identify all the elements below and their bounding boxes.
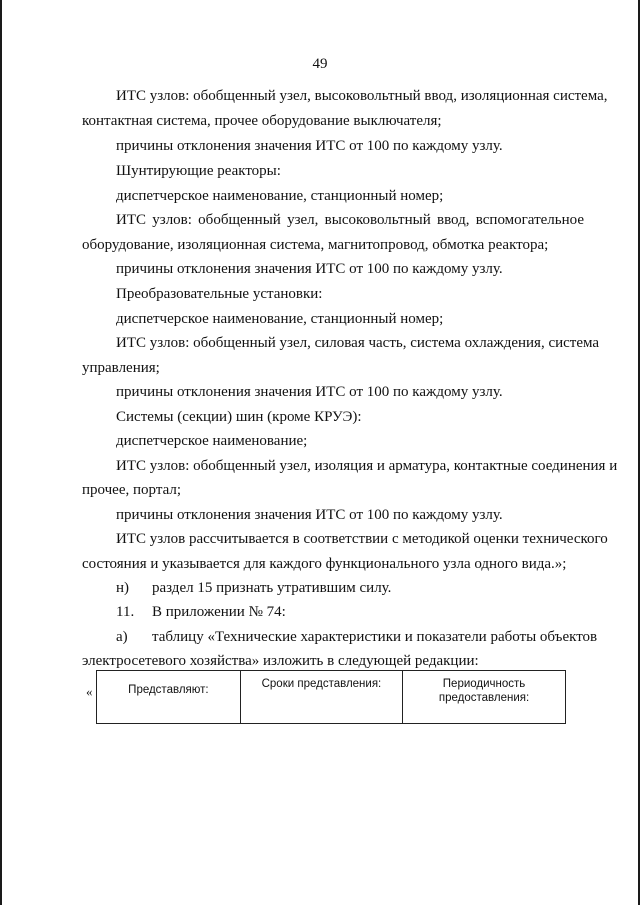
list-item-text: таблицу «Технические характеристики и показатели работы объектов (152, 629, 598, 645)
scan-border-left (0, 0, 2, 905)
paragraph-line: ИТС узлов: обобщенный узел, силовая часть, система охлаждения, система (116, 335, 600, 351)
paragraph-line: диспетчерское наименование, станционный номер; (116, 188, 444, 204)
list-item-text: раздел 15 признать утратившим силу. (152, 580, 392, 596)
list-marker: а) (116, 629, 128, 645)
list-item-text: В приложении № 74: (152, 604, 286, 620)
paragraph-line: ИТС узлов: обобщенный узел, высоковольтный ввод, изоляционная система, (116, 88, 608, 104)
page-number: 49 (312, 56, 328, 72)
paragraph-line: ИТС узлов: обобщенный узел, высоковольтный ввод, вспомогательное (116, 212, 584, 228)
requirements-table (96, 670, 566, 724)
paragraph-line: причины отклонения значения ИТС от 100 по каждому узлу. (116, 138, 503, 154)
paragraph-line: управления; (82, 360, 160, 376)
section-heading: Преобразовательные установки: (116, 286, 323, 302)
paragraph-line: причины отклонения значения ИТС от 100 по каждому узлу. (116, 384, 503, 400)
list-marker: н) (116, 580, 130, 596)
paragraph-line: ИТС узлов: обобщенный узел, изоляция и арматура, контактные соединения и (116, 458, 618, 474)
paragraph-line: состояния и указывается для каждого функционального узла одного вида.»; (82, 556, 567, 572)
paragraph-line: контактная система, прочее оборудование выключателя; (82, 113, 442, 129)
paragraph-line: диспетчерское наименование; (116, 433, 308, 449)
paragraph-line: диспетчерское наименование, станционный номер; (116, 311, 444, 327)
paragraph-line: ИТС узлов рассчитывается в соответствии с методикой оценки технического (116, 531, 608, 547)
paragraph-line: причины отклонения значения ИТС от 100 по каждому узлу. (116, 261, 503, 277)
table-header-cell: Сроки представления: (240, 671, 402, 724)
table-header-row (97, 671, 566, 724)
list-marker: 11. (116, 604, 135, 620)
table-header-cell: Периодичность предоставления: (403, 671, 566, 724)
paragraph-line: электросетевого хозяйства» изложить в следующей редакции: (82, 653, 479, 669)
table-header-cell: Представляют: (97, 671, 241, 724)
paragraph-line: прочее, портал; (82, 482, 182, 498)
section-heading: Системы (секции) шин (кроме КРУЭ): (116, 409, 362, 425)
table-open-quote: « (86, 684, 93, 699)
paragraph-line: причины отклонения значения ИТС от 100 по каждому узлу. (116, 507, 503, 523)
paragraph-line: оборудование, изоляционная система, магнитопровод, обмотка реактора; (82, 237, 549, 253)
section-heading: Шунтирующие реакторы: (116, 163, 281, 179)
